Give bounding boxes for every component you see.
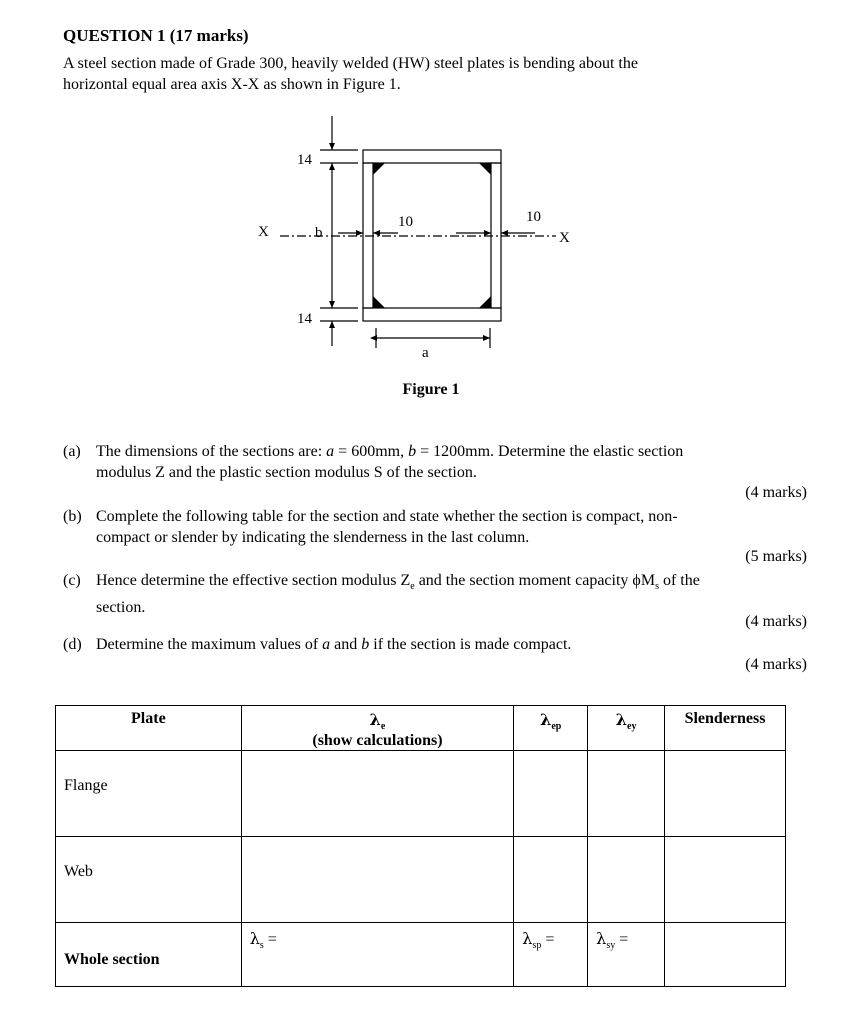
header-lambda-ep: $\lambda_{ep}$ — [514, 706, 588, 751]
part-a-marks: (4 marks) — [745, 484, 807, 501]
height-label: b — [315, 225, 323, 241]
table-row-whole-section — [56, 923, 786, 987]
bottom-flange-thickness-label: 14 — [297, 311, 312, 327]
row-label-whole-section: Whole section — [56, 923, 242, 987]
cell-whole-lambda-sp[interactable]: $\lambda_{sp}$ = — [514, 923, 588, 987]
weld-top-left — [373, 163, 385, 175]
cell-whole-lambda-s[interactable]: $\lambda_s$ = — [241, 923, 514, 987]
part-b — [63, 506, 808, 550]
part-c-line-1: Hence determine the effective section modulus $Z_e$ and the section moment capacity $\phi M_s$ of the — [96, 572, 700, 593]
axis-left-label: X — [258, 224, 269, 240]
question-title: QUESTION 1 (17 marks) — [63, 26, 249, 45]
row-label-web: Web — [56, 837, 242, 923]
top-flange-thickness-label: 14 — [297, 152, 312, 168]
cell-flange-lambda-e[interactable] — [241, 751, 514, 837]
cell-web-lambda-ep[interactable] — [514, 837, 588, 923]
weld-bottom-right — [479, 296, 491, 308]
part-c-label: (c) — [63, 572, 81, 589]
cell-flange-lambda-ep[interactable] — [514, 751, 588, 837]
web-thickness-left-label: 10 — [398, 214, 413, 230]
table-row-flange — [56, 751, 786, 837]
header-slenderness: Slenderness — [665, 706, 786, 751]
slenderness-table — [55, 705, 786, 987]
bottom-flange — [363, 308, 501, 321]
cell-web-lambda-e[interactable] — [241, 837, 514, 923]
part-c-line-2: section. — [96, 599, 146, 617]
part-d-line-1: Determine the maximum values of a and b if the section is made compact. — [96, 636, 572, 653]
figure-1-diagram — [0, 0, 862, 400]
width-label: a — [422, 345, 429, 361]
intro-line-1: A steel section made of Grade 300, heavily welded (HW) steel plates is bending about the — [63, 55, 638, 72]
axis-right-label: X — [559, 230, 570, 246]
part-b-label: (b) — [63, 508, 82, 525]
part-c-marks: (4 marks) — [745, 613, 807, 630]
part-b-line-1: Complete the following table for the section and state whether the section is compact, non- — [96, 508, 678, 525]
weld-top-right — [479, 163, 491, 175]
top-flange — [363, 150, 501, 163]
part-a-line-2: modulus Z and the plastic section modulus S of the section. — [96, 464, 477, 481]
cell-web-lambda-ey[interactable] — [588, 837, 665, 923]
row-label-flange: Flange — [56, 751, 242, 837]
part-c — [63, 570, 808, 617]
part-a-line-1: The dimensions of the sections are: a = 600mm, b = 1200mm. Determine the elastic section — [96, 443, 684, 460]
part-d-label: (d) — [63, 636, 82, 653]
cell-whole-lambda-sy[interactable]: $\lambda_{sy}$ = — [588, 923, 665, 987]
table-row-web — [56, 837, 786, 923]
part-d-marks: (4 marks) — [745, 656, 807, 673]
cell-flange-slenderness[interactable] — [665, 751, 786, 837]
cell-flange-lambda-ey[interactable] — [588, 751, 665, 837]
part-d — [63, 634, 808, 656]
cell-whole-slenderness[interactable] — [665, 923, 786, 987]
part-b-marks: (5 marks) — [745, 548, 807, 565]
figure-caption: Figure 1 — [402, 381, 460, 398]
cell-web-slenderness[interactable] — [665, 837, 786, 923]
part-a-label: (a) — [63, 443, 81, 460]
part-b-line-2: compact or slender by indicating the slenderness in the last column. — [96, 529, 530, 546]
header-lambda-ey: $\lambda_{ey}$ — [588, 706, 665, 751]
web-thickness-right-label: 10 — [526, 209, 541, 225]
header-lambda-e: $\lambda_e$ (show calculations) — [241, 706, 514, 751]
header-plate: Plate — [56, 706, 242, 751]
intro-line-2: horizontal equal area axis X-X as shown in Figure 1. — [63, 76, 401, 93]
table-header-row — [56, 706, 786, 751]
weld-bottom-left — [373, 296, 385, 308]
part-a — [63, 441, 808, 485]
